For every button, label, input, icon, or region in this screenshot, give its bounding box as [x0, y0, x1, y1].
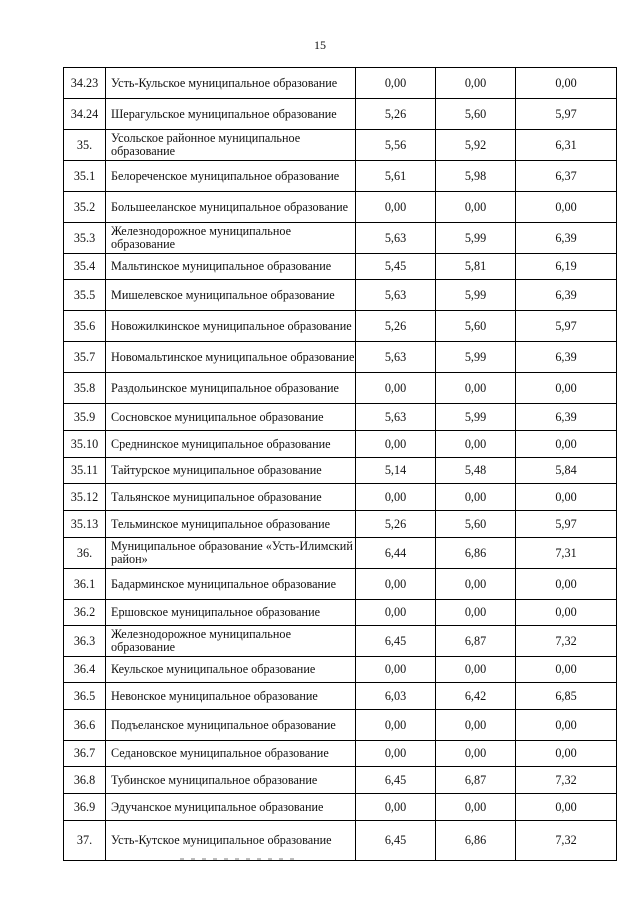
value-col-1: 0,00 — [356, 741, 436, 767]
value-col-3: 6,39 — [516, 342, 617, 373]
row-number: 35.2 — [64, 192, 106, 223]
value-col-3: 7,32 — [516, 626, 617, 657]
value-col-2: 0,00 — [436, 68, 516, 99]
value-col-1: 6,44 — [356, 538, 436, 569]
municipality-name: Ершовское муниципальное образование — [106, 600, 356, 626]
data-table — [63, 67, 617, 861]
table-row — [64, 254, 617, 280]
row-number: 35.1 — [64, 161, 106, 192]
value-col-1: 0,00 — [356, 431, 436, 458]
value-col-1: 0,00 — [356, 710, 436, 741]
page-number: 15 — [314, 38, 326, 52]
row-number: 36.9 — [64, 794, 106, 821]
municipality-name: Раздольинское муниципальное образование — [106, 373, 356, 404]
table-row — [64, 431, 617, 458]
value-col-2: 0,00 — [436, 569, 516, 600]
municipality-name: Усольское районное муниципальное образование — [106, 130, 356, 161]
table-row — [64, 458, 617, 484]
row-number: 35.6 — [64, 311, 106, 342]
municipality-name: Белореченское муниципальное образование — [106, 161, 356, 192]
row-number: 37. — [64, 821, 106, 861]
value-col-2: 5,81 — [436, 254, 516, 280]
table-row — [64, 626, 617, 657]
value-col-2: 5,99 — [436, 223, 516, 254]
value-col-1: 6,45 — [356, 626, 436, 657]
row-number: 34.24 — [64, 99, 106, 130]
value-col-3: 5,97 — [516, 511, 617, 538]
value-col-1: 5,61 — [356, 161, 436, 192]
value-col-3: 6,19 — [516, 254, 617, 280]
table-row — [64, 373, 617, 404]
municipality-name: Усть-Кутское муниципальное образование — [106, 821, 356, 861]
municipality-name: Эдучанское муниципальное образование — [106, 794, 356, 821]
row-number: 35. — [64, 130, 106, 161]
table-row — [64, 600, 617, 626]
row-number: 36.4 — [64, 657, 106, 683]
value-col-1: 6,03 — [356, 683, 436, 710]
municipality-name: Мишелевское муниципальное образование — [106, 280, 356, 311]
municipality-name: Железнодорожное муниципальное образование — [106, 223, 356, 254]
value-col-3: 6,39 — [516, 223, 617, 254]
value-col-2: 5,99 — [436, 342, 516, 373]
value-col-2: 5,60 — [436, 311, 516, 342]
municipality-name: Тайтурское муниципальное образование — [106, 458, 356, 484]
value-col-3: 0,00 — [516, 373, 617, 404]
municipality-name: Кеульское муниципальное образование — [106, 657, 356, 683]
municipality-name: Подъеланское муниципальное образование — [106, 710, 356, 741]
value-col-1: 0,00 — [356, 657, 436, 683]
table-row — [64, 484, 617, 511]
value-col-2: 6,87 — [436, 626, 516, 657]
value-col-2: 6,42 — [436, 683, 516, 710]
table-row — [64, 192, 617, 223]
row-number: 36.1 — [64, 569, 106, 600]
value-col-3: 6,31 — [516, 130, 617, 161]
value-col-1: 0,00 — [356, 569, 436, 600]
value-col-2: 5,99 — [436, 404, 516, 431]
value-col-2: 0,00 — [436, 431, 516, 458]
municipality-name: Новомальтинское муниципальное образование — [106, 342, 356, 373]
municipality-name: Мальтинское муниципальное образование — [106, 254, 356, 280]
municipality-name: Усть-Кульское муниципальное образование — [106, 68, 356, 99]
municipality-name: Муниципальное образование «Усть-Илимский район» — [106, 538, 356, 569]
value-col-2: 5,48 — [436, 458, 516, 484]
table-row — [64, 569, 617, 600]
value-col-1: 6,45 — [356, 767, 436, 794]
row-number: 35.10 — [64, 431, 106, 458]
value-col-1: 0,00 — [356, 484, 436, 511]
value-col-1: 0,00 — [356, 192, 436, 223]
row-number: 35.13 — [64, 511, 106, 538]
value-col-1: 6,45 — [356, 821, 436, 861]
value-col-3: 5,97 — [516, 99, 617, 130]
municipality-name: Сосновское муниципальное образование — [106, 404, 356, 431]
row-number: 35.7 — [64, 342, 106, 373]
value-col-1: 0,00 — [356, 68, 436, 99]
value-col-3: 0,00 — [516, 741, 617, 767]
value-col-1: 5,26 — [356, 511, 436, 538]
value-col-2: 0,00 — [436, 741, 516, 767]
value-col-3: 0,00 — [516, 569, 617, 600]
row-number: 35.5 — [64, 280, 106, 311]
value-col-3: 5,97 — [516, 311, 617, 342]
municipality-name: Большееланское муниципальное образование — [106, 192, 356, 223]
table-row — [64, 161, 617, 192]
table-row — [64, 99, 617, 130]
value-col-3: 0,00 — [516, 431, 617, 458]
table-row — [64, 223, 617, 254]
value-col-2: 6,86 — [436, 538, 516, 569]
table-row — [64, 657, 617, 683]
value-col-3: 0,00 — [516, 657, 617, 683]
municipality-name: Среднинское муниципальное образование — [106, 431, 356, 458]
value-col-1: 5,63 — [356, 280, 436, 311]
row-number: 36.7 — [64, 741, 106, 767]
table-row — [64, 741, 617, 767]
table-row — [64, 821, 617, 861]
row-number: 36. — [64, 538, 106, 569]
value-col-1: 5,26 — [356, 311, 436, 342]
row-number: 35.8 — [64, 373, 106, 404]
municipality-name: Новожилкинское муниципальное образование — [106, 311, 356, 342]
table-row — [64, 342, 617, 373]
table-row — [64, 130, 617, 161]
table-body — [64, 68, 617, 861]
value-col-2: 6,87 — [436, 767, 516, 794]
value-col-2: 0,00 — [436, 484, 516, 511]
row-number: 35.4 — [64, 254, 106, 280]
value-col-1: 0,00 — [356, 600, 436, 626]
row-number: 35.3 — [64, 223, 106, 254]
value-col-2: 5,60 — [436, 99, 516, 130]
value-col-1: 0,00 — [356, 373, 436, 404]
table-row — [64, 311, 617, 342]
value-col-2: 6,86 — [436, 821, 516, 861]
value-col-3: 0,00 — [516, 68, 617, 99]
table-row — [64, 683, 617, 710]
row-number: 35.11 — [64, 458, 106, 484]
value-col-2: 0,00 — [436, 657, 516, 683]
value-col-2: 5,92 — [436, 130, 516, 161]
table-row — [64, 404, 617, 431]
row-number: 36.2 — [64, 600, 106, 626]
value-col-3: 6,39 — [516, 404, 617, 431]
municipality-name: Тальянское муниципальное образование — [106, 484, 356, 511]
municipality-name: Железнодорожное муниципальное образование — [106, 626, 356, 657]
value-col-3: 0,00 — [516, 484, 617, 511]
value-col-2: 0,00 — [436, 710, 516, 741]
value-col-3: 0,00 — [516, 710, 617, 741]
value-col-3: 0,00 — [516, 600, 617, 626]
value-col-2: 0,00 — [436, 794, 516, 821]
value-col-3: 6,85 — [516, 683, 617, 710]
row-number: 35.9 — [64, 404, 106, 431]
value-col-2: 5,99 — [436, 280, 516, 311]
municipality-name: Тельминское муниципальное образование — [106, 511, 356, 538]
value-col-1: 5,63 — [356, 404, 436, 431]
value-col-1: 5,63 — [356, 223, 436, 254]
table-row — [64, 511, 617, 538]
row-number: 36.3 — [64, 626, 106, 657]
table-row — [64, 538, 617, 569]
municipality-name: Шерагульское муниципальное образование — [106, 99, 356, 130]
value-col-3: 5,84 — [516, 458, 617, 484]
row-number: 35.12 — [64, 484, 106, 511]
table-row — [64, 280, 617, 311]
value-col-1: 5,26 — [356, 99, 436, 130]
table-row — [64, 68, 617, 99]
value-col-2: 0,00 — [436, 600, 516, 626]
value-col-1: 5,63 — [356, 342, 436, 373]
value-col-3: 7,32 — [516, 767, 617, 794]
scan-artifact — [180, 858, 300, 860]
table-row — [64, 767, 617, 794]
value-col-2: 0,00 — [436, 192, 516, 223]
value-col-3: 7,32 — [516, 821, 617, 861]
row-number: 36.5 — [64, 683, 106, 710]
value-col-3: 6,39 — [516, 280, 617, 311]
row-number: 34.23 — [64, 68, 106, 99]
municipality-name: Невонское муниципальное образование — [106, 683, 356, 710]
row-number: 36.8 — [64, 767, 106, 794]
value-col-3: 7,31 — [516, 538, 617, 569]
value-col-1: 5,45 — [356, 254, 436, 280]
municipality-name: Бадарминское муниципальное образование — [106, 569, 356, 600]
value-col-2: 5,98 — [436, 161, 516, 192]
value-col-1: 5,56 — [356, 130, 436, 161]
municipality-name: Тубинское муниципальное образование — [106, 767, 356, 794]
value-col-2: 0,00 — [436, 373, 516, 404]
row-number: 36.6 — [64, 710, 106, 741]
table-row — [64, 794, 617, 821]
value-col-3: 6,37 — [516, 161, 617, 192]
value-col-2: 5,60 — [436, 511, 516, 538]
value-col-1: 0,00 — [356, 794, 436, 821]
table-row — [64, 710, 617, 741]
value-col-3: 0,00 — [516, 192, 617, 223]
municipality-name: Седановское муниципальное образование — [106, 741, 356, 767]
value-col-3: 0,00 — [516, 794, 617, 821]
value-col-1: 5,14 — [356, 458, 436, 484]
